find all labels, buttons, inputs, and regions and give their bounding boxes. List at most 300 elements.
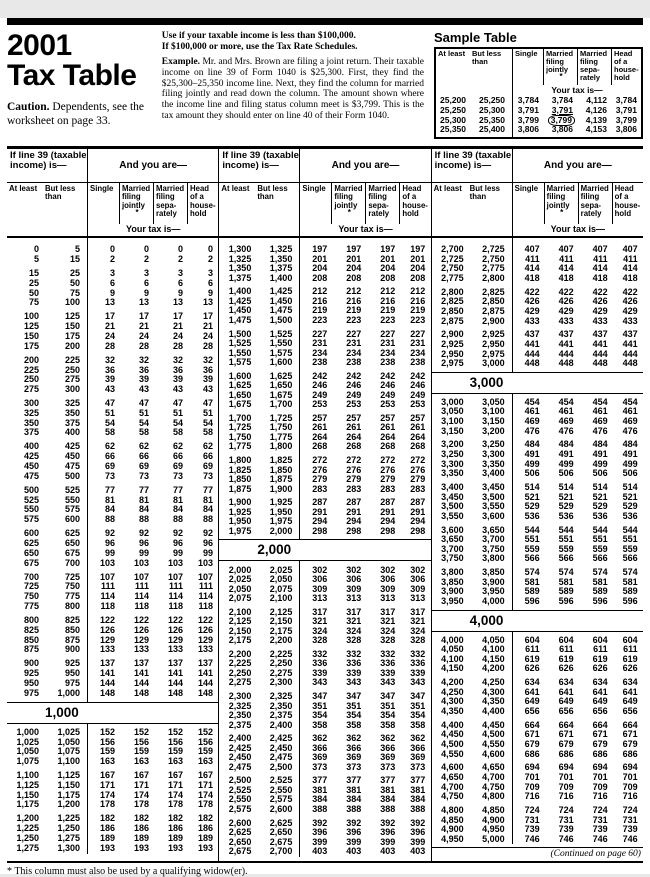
income-at-least: 3,650 (441, 534, 464, 545)
tax-married-joint: 332 (346, 648, 362, 659)
income-but-less-than: 4,550 (482, 739, 505, 749)
tax-single: 306 (312, 574, 328, 584)
income-at-least: 1,250 (16, 833, 39, 844)
income-at-least: 25,250 (440, 104, 466, 115)
tax-married-joint: 24 (138, 330, 149, 341)
tax-married-joint: 679 (558, 739, 574, 749)
income-but-less-than: 3,650 (482, 524, 505, 535)
sample-table-header (436, 49, 641, 85)
tax-married-joint: 499 (558, 458, 574, 469)
tax-head-household: 596 (622, 595, 638, 606)
tax-married-joint: 426 (558, 296, 574, 307)
tax-single: 88 (104, 514, 115, 525)
income-but-less-than: 150 (64, 321, 80, 332)
income-but-less-than: 475 (64, 461, 80, 472)
income-but-less-than: 525 (64, 484, 80, 495)
tax-married-joint: 302 (346, 564, 362, 575)
income-but-less-than: 2,075 (269, 583, 293, 594)
row-group (219, 245, 430, 283)
income-at-least: 1,650 (228, 389, 252, 400)
tax-single: 159 (99, 746, 115, 757)
tax-married-joint: 328 (346, 635, 362, 646)
tax-married-joint: 656 (558, 706, 574, 717)
tax-married-joint: 118 (134, 600, 149, 611)
tax-single: 58 (104, 427, 115, 438)
tax-married-separate: 36 (172, 364, 183, 375)
married-joint-label: Married filing jointly (546, 49, 574, 74)
income-at-least: 2,950 (441, 348, 464, 359)
tax-single: 51 (104, 407, 115, 418)
income-but-less-than: 2,950 (482, 338, 505, 349)
tax-single: 476 (524, 425, 540, 436)
income-but-less-than: 725 (64, 571, 80, 582)
tax-married-separate: 649 (592, 696, 608, 707)
tax-head-household: 739 (622, 824, 638, 835)
tax-married-joint: 396 (346, 827, 362, 838)
income-but-less-than: 1,925 (269, 497, 293, 508)
tax-married-joint: 0 (143, 244, 149, 255)
tax-single: 148 (99, 687, 115, 698)
tax-single: 381 (312, 784, 328, 795)
col-header-married-joint (543, 49, 577, 85)
income-but-less-than: 200 (64, 340, 80, 351)
tax-head-household: 261 (410, 422, 426, 433)
income-at-least: 425 (23, 451, 39, 462)
tax-married-separate: 317 (380, 606, 396, 617)
tax-head-household: 58 (202, 427, 213, 438)
row-group (219, 498, 430, 536)
income-at-least: 4,500 (441, 739, 464, 749)
table-row (432, 597, 643, 607)
and-you-are-label: And you are— (299, 149, 430, 182)
income-at-least: 950 (23, 677, 39, 688)
income-but-less-than: 2,450 (269, 742, 293, 753)
income-at-least: 725 (23, 581, 39, 592)
tax-married-separate: 144 (167, 677, 183, 688)
tax-married-joint: 174 (133, 789, 149, 800)
tax-married-joint: 122 (133, 614, 149, 625)
tax-married-joint: 62 (138, 441, 149, 452)
tax-head-household: 336 (410, 658, 426, 669)
panel-header-row-1 (432, 149, 643, 183)
tax-married-joint: 141 (133, 668, 149, 679)
income-at-least: 1,550 (228, 347, 252, 358)
income-at-least: 375 (23, 427, 39, 438)
tax-married-separate: 634 (592, 677, 608, 688)
income-but-less-than: 250 (64, 364, 80, 375)
tax-married-joint: 358 (346, 719, 362, 730)
table-row (432, 792, 643, 802)
income-at-least: 4,550 (441, 748, 464, 759)
tax-married-separate: 551 (592, 534, 608, 545)
tax-married-joint: 13 (138, 297, 149, 308)
tax-married-joint: 514 (558, 482, 574, 492)
tax-married-separate: 118 (168, 600, 183, 611)
tax-married-separate: 437 (592, 329, 608, 340)
tax-single: 426 (524, 296, 540, 307)
table-row (432, 274, 643, 284)
income-but-less-than: 825 (64, 614, 80, 625)
tax-head-household: 328 (410, 635, 426, 646)
col-header-single: Single (512, 49, 543, 85)
income-but-less-than: 2,650 (269, 827, 293, 838)
tax-single: 137 (99, 658, 115, 669)
tax-head-household: 362 (410, 733, 426, 744)
row-group (7, 771, 218, 810)
table-row (432, 359, 643, 369)
tax-head-household: 381 (410, 784, 426, 795)
tax-married-separate: 392 (380, 817, 396, 828)
income-at-least: 2,600 (228, 817, 252, 828)
tax-married-separate: 257 (380, 412, 396, 423)
your-tax-label: Your tax is— (512, 85, 641, 96)
income-but-less-than: 850 (64, 624, 80, 635)
tax-head-household: 354 (410, 710, 426, 721)
tax-married-separate: 197 (380, 244, 396, 255)
income-but-less-than: 2,100 (269, 593, 293, 603)
section-header: 2,000 (219, 539, 430, 561)
tax-head-household: 159 (197, 746, 213, 757)
tax-married-joint: 294 (346, 516, 362, 527)
and-you-are-label: And you are— (512, 149, 643, 182)
tax-head-household: 313 (410, 593, 426, 603)
tax-married-joint: 279 (346, 474, 362, 485)
income-but-less-than: 3,250 (482, 439, 505, 450)
tax-head-household: 444 (622, 348, 638, 359)
tax-married-joint: 313 (346, 593, 362, 603)
row-group (432, 398, 643, 436)
income-at-least: 800 (23, 614, 39, 625)
tax-single: 201 (312, 253, 328, 264)
income-but-less-than: 1,375 (269, 263, 293, 274)
table-row (7, 342, 218, 352)
income-but-less-than: 450 (64, 451, 80, 462)
tax-married-joint: 204 (346, 263, 362, 274)
tax-married-separate: 43 (172, 384, 183, 395)
tax-single: 671 (524, 729, 540, 740)
tax-married-separate: 249 (380, 389, 396, 400)
tax-single: 234 (312, 347, 328, 358)
tax-head-household: 9 (207, 287, 213, 298)
tax-married-separate: 656 (592, 706, 608, 717)
tax-married-separate: 604 (592, 634, 608, 645)
tax-married-joint: 491 (558, 449, 574, 460)
income-at-least: 3,450 (441, 491, 464, 502)
tax-married-separate: 126 (167, 624, 183, 635)
income-but-less-than: 875 (64, 634, 80, 645)
tax-head-household: 716 (622, 791, 638, 802)
tax-single: 3,799 (517, 114, 539, 125)
continued-note: (Continued on page 60) (432, 847, 643, 861)
tax-single: 399 (312, 836, 328, 847)
tax-married-joint: 461 (558, 406, 574, 417)
tax-head-household: 197 (410, 244, 426, 255)
tax-head-household: 559 (622, 543, 638, 554)
tax-single: 298 (312, 525, 328, 536)
tax-head-household: 454 (622, 396, 638, 407)
tax-single: 261 (312, 422, 328, 433)
tax-single: 163 (99, 756, 115, 767)
income-at-least: 3,800 (441, 567, 464, 578)
tax-married-joint: 264 (346, 431, 362, 442)
income-at-least: 3,600 (441, 524, 464, 535)
col-header-head-household: Head of a house-hold (611, 49, 641, 85)
tax-head-household: 223 (410, 314, 426, 325)
tax-married-joint: 429 (558, 305, 574, 316)
income-at-least: 2,525 (228, 784, 252, 795)
income-but-less-than: 3,950 (482, 586, 505, 597)
tax-single: 433 (524, 315, 540, 326)
tax-head-household: 641 (622, 686, 638, 697)
income-but-less-than: 4,950 (482, 824, 505, 835)
tax-married-joint: 373 (346, 761, 362, 772)
tax-married-joint: 182 (133, 813, 149, 824)
tax-single: 264 (312, 431, 328, 442)
income-but-less-than: 1,150 (57, 779, 80, 790)
tax-married-separate: 204 (380, 263, 396, 274)
income-at-least: 1,525 (228, 338, 252, 349)
tax-married-joint: 51 (138, 407, 149, 418)
tax-head-household: 411 (623, 253, 638, 264)
panel-body (7, 238, 218, 854)
income-but-less-than: 4,150 (482, 653, 505, 664)
tax-married-joint: 81 (138, 494, 149, 505)
income-at-least: 1,125 (16, 779, 39, 790)
tax-single: 152 (99, 726, 115, 737)
tax-married-joint: 246 (346, 380, 362, 391)
income-at-least: 100 (23, 311, 39, 322)
tax-head-household: 3,784 (615, 95, 637, 105)
income-at-least: 2,325 (228, 700, 252, 711)
tax-married-joint: 321 (346, 616, 362, 627)
income-but-less-than: 2,400 (269, 719, 293, 730)
tax-married-joint: 422 (558, 286, 574, 297)
income-but-less-than: 1,775 (269, 431, 293, 442)
tax-single: 411 (525, 253, 540, 264)
tax-single: 369 (312, 752, 328, 763)
tax-married-joint: 189 (133, 833, 149, 844)
tax-married-joint: 201 (346, 253, 362, 264)
income-but-less-than: 2,675 (269, 836, 293, 847)
income-at-least: 2,650 (228, 836, 252, 847)
tax-single: 36 (104, 364, 115, 375)
income-but-less-than: 350 (64, 407, 80, 418)
income-but-less-than: 3,150 (482, 416, 505, 427)
tax-single: 396 (312, 827, 328, 838)
row-group (432, 568, 643, 606)
tax-married-separate: 219 (380, 305, 396, 316)
tax-head-household: 0 (207, 244, 213, 255)
tax-head-household: 298 (410, 525, 426, 536)
income-but-less-than: 4,700 (482, 771, 505, 782)
tax-head-household: 156 (197, 736, 213, 747)
col-header-at-least: At least (221, 184, 250, 193)
income-but-less-than: 2,850 (482, 296, 505, 307)
tax-head-household: 253 (410, 399, 426, 410)
income-but-less-than: 2,975 (482, 348, 505, 359)
tax-married-joint: 227 (346, 328, 362, 339)
tax-married-joint: 392 (346, 817, 362, 828)
panel-header-row-2 (7, 183, 218, 224)
tax-married-joint: 152 (133, 726, 149, 737)
tax-head-household: 193 (197, 842, 213, 853)
tax-married-joint: 448 (558, 358, 574, 369)
tax-married-joint: 133 (133, 644, 149, 655)
income-at-least: 2,025 (228, 574, 252, 584)
tax-head-household: 144 (197, 677, 213, 688)
tax-single: 422 (524, 286, 540, 297)
tax-head-household: 551 (622, 534, 638, 545)
income-but-less-than: 1,700 (269, 399, 293, 410)
tax-married-joint: 611 (559, 644, 574, 655)
income-but-less-than: 100 (64, 297, 80, 308)
tax-married-separate: 536 (592, 510, 608, 521)
tax-married-separate: 521 (592, 491, 608, 502)
tax-head-household: 2 (207, 253, 213, 264)
tax-single: 403 (312, 846, 328, 857)
income-at-least: 2,850 (441, 305, 464, 316)
tax-married-joint: 107 (133, 571, 149, 582)
tax-married-separate: 373 (380, 761, 396, 772)
income-at-least: 1,575 (228, 357, 252, 368)
tax-single: 619 (524, 653, 540, 664)
masthead (0, 25, 650, 143)
col-header-married-separate: Married filing sepa-rately (153, 183, 187, 224)
tax-head-household: 294 (410, 516, 426, 527)
income-but-less-than: 4,350 (482, 696, 505, 707)
income-but-less-than: 2,275 (269, 667, 293, 678)
row-group (7, 573, 218, 612)
income-but-less-than: 1,675 (269, 389, 293, 400)
tax-single: 77 (104, 484, 115, 495)
section-header: 3,000 (432, 372, 643, 394)
income-but-less-than: 700 (64, 557, 80, 568)
tax-married-joint: 111 (134, 581, 149, 592)
tax-single: 73 (104, 470, 115, 481)
income-but-less-than: 500 (64, 470, 80, 481)
tax-head-household: 291 (410, 506, 426, 517)
tax-married-separate: 39 (172, 374, 183, 385)
income-but-less-than: 2,375 (269, 710, 293, 721)
tax-single: 219 (312, 305, 328, 316)
tax-married-separate: 234 (380, 347, 396, 358)
tax-married-joint: 351 (346, 700, 362, 711)
income-at-least: 25,300 (440, 114, 466, 125)
tax-married-separate: 679 (592, 739, 608, 749)
income-at-least: 3,050 (441, 406, 464, 417)
income-at-least: 2,675 (228, 846, 252, 857)
tax-married-joint: 347 (346, 691, 362, 702)
tax-married-separate: 178 (167, 799, 183, 810)
tax-married-separate: 0 (177, 244, 183, 255)
your-tax-spacer (432, 224, 512, 236)
tax-head-household: 358 (410, 719, 426, 730)
income-at-least: 475 (23, 470, 39, 481)
income-but-less-than: 3,900 (482, 576, 505, 587)
income-but-less-than: 1,400 (269, 272, 293, 283)
tax-head-household: 21 (202, 321, 213, 332)
row-group (219, 819, 430, 857)
tax-married-joint: 167 (133, 770, 149, 781)
table-row (7, 472, 218, 482)
income-but-less-than: 375 (64, 417, 80, 428)
tax-married-separate: 13 (172, 297, 183, 308)
income-but-less-than: 2,350 (269, 700, 293, 711)
tax-single: 461 (524, 406, 540, 417)
tax-married-joint: 724 (558, 804, 574, 815)
income-but-less-than: 225 (64, 354, 80, 365)
income-but-less-than: 3,450 (482, 482, 505, 492)
tax-married-separate: 381 (380, 784, 396, 795)
income-but-less-than: 3,600 (482, 510, 505, 521)
tax-head-household: 167 (197, 770, 213, 781)
income-but-less-than: 4,300 (482, 686, 505, 697)
tax-married-separate: 302 (380, 564, 396, 575)
tax-single: 118 (100, 600, 115, 611)
col-header-but-less-than: But less than (45, 184, 76, 202)
col-header-at-least: At least (438, 49, 466, 58)
row-group (7, 814, 218, 853)
tax-head-household: 114 (198, 591, 213, 602)
tax-head-household: 388 (410, 803, 426, 814)
income-but-less-than: 3,850 (482, 567, 505, 578)
tax-single: 362 (312, 733, 328, 744)
income-but-less-than: 625 (64, 528, 80, 539)
col-header-married-joint (544, 183, 578, 224)
tax-married-separate: 114 (168, 591, 183, 602)
tax-single: 223 (312, 314, 328, 325)
tax-single: 377 (312, 775, 328, 786)
income-at-least: 50 (28, 287, 39, 298)
tax-head-household: 126 (197, 624, 213, 635)
income-but-less-than: 1,500 (269, 314, 293, 325)
tax-single: 626 (524, 663, 540, 674)
tax-married-joint: 276 (346, 464, 362, 475)
income-but-less-than: 1,325 (269, 244, 293, 255)
tax-married-separate: 54 (172, 417, 183, 428)
col-header-head-household: Head of a house-hold (399, 183, 429, 224)
col-header-married-separate: Married filing sepa-rately (577, 49, 611, 85)
tax-married-separate: 58 (172, 427, 183, 438)
tax-married-joint: 418 (558, 272, 574, 283)
tax-head-household: 54 (202, 417, 213, 428)
income-at-least: 4,100 (441, 653, 464, 664)
table-row (7, 800, 218, 810)
tax-head-household: 343 (410, 677, 426, 688)
tax-head-household: 17 (202, 311, 213, 322)
tax-married-joint: 309 (346, 583, 362, 594)
income-but-less-than: 25 (69, 267, 80, 278)
income-at-least: 2,925 (441, 338, 464, 349)
tax-married-joint: 604 (558, 634, 574, 645)
tax-married-separate: 448 (592, 358, 608, 369)
tax-married-joint: 291 (346, 506, 362, 517)
tax-married-joint: 159 (133, 746, 149, 757)
income-at-least: 2,200 (228, 648, 252, 659)
income-at-least: 1,400 (228, 286, 252, 297)
tax-married-separate: 24 (172, 330, 183, 341)
income-but-less-than: 1,825 (269, 455, 293, 466)
tax-married-separate: 399 (380, 836, 396, 847)
tax-head-household: 249 (410, 389, 426, 400)
income-at-least: 2,500 (228, 775, 252, 786)
tax-married-joint: 739 (558, 824, 574, 835)
income-at-least: 275 (23, 384, 39, 395)
tax-married-joint: 77 (138, 484, 149, 495)
tax-single: 231 (312, 338, 328, 349)
example-label: Example. (161, 57, 201, 67)
panel-body (432, 238, 643, 844)
